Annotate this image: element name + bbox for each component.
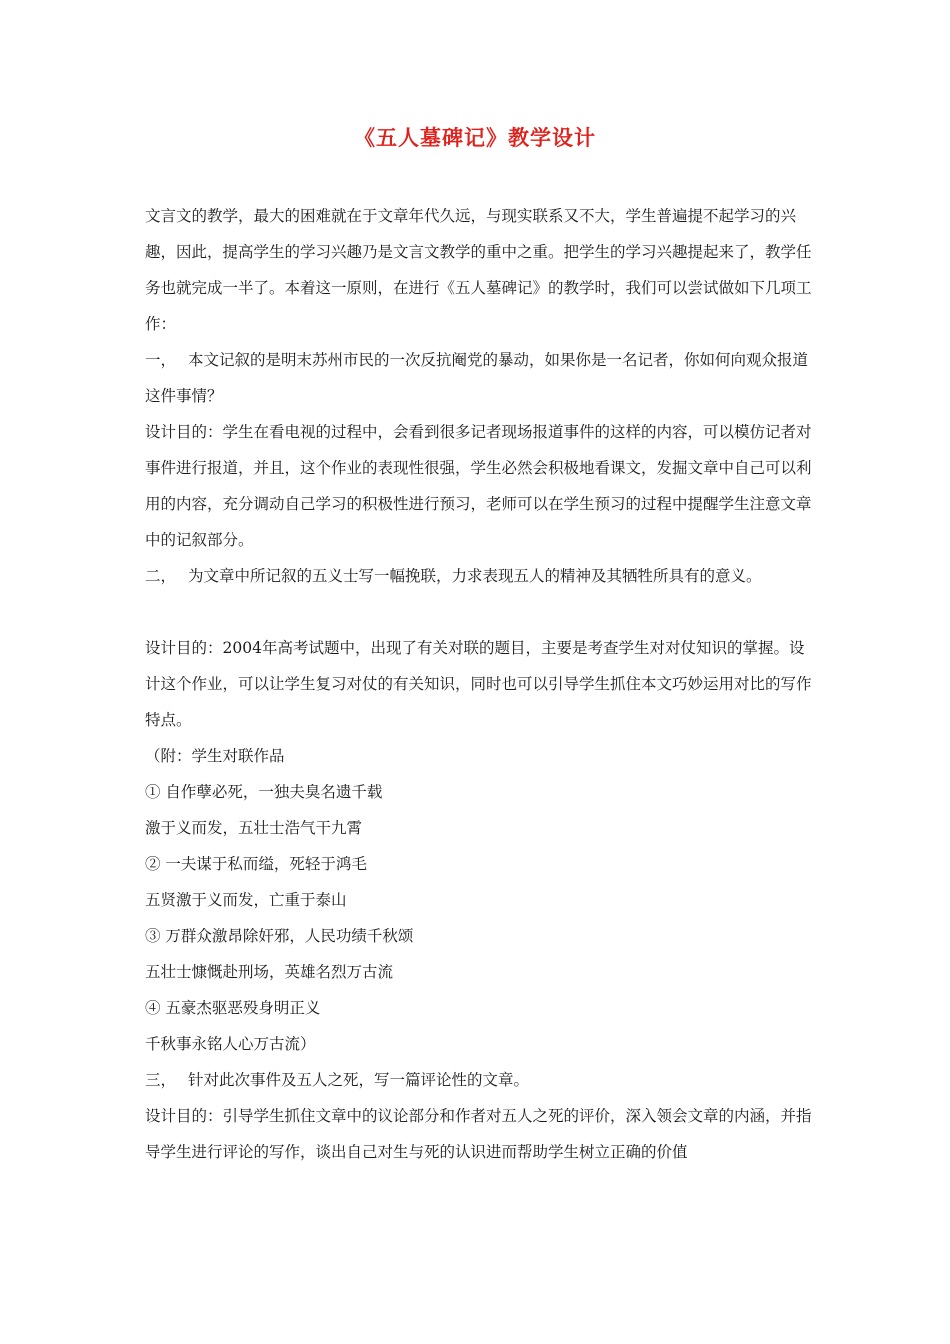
item-1-text: 本文记叙的是明末苏州市民的一次反抗阉党的暴动，如果你是一名记者，你如何向观众报道这件事情？ bbox=[145, 351, 809, 405]
appendix-line: ② 一夫谋于私而缢，死轻于鸿毛 bbox=[145, 855, 367, 873]
appendix-line: 五贤激于义而发，亡重于泰山 bbox=[145, 891, 347, 909]
item-1-purpose: 设计目的：学生在看电视的过程中，会看到很多记者现场报道事件的这样的内容，可以模仿记者对事件进行报道，并且，这个作业的表现性很强，学生必然会积极地看课文，发掘文章中自己可以利用的内容，充分调动自己学习的积极性进行预习，老师可以在学生预习的过程中提醒学生注意文章中的记叙部分。 bbox=[145, 423, 812, 549]
item-3-number: 三， bbox=[145, 1071, 177, 1089]
document-title: 《五人墓碑记》教学设计 bbox=[354, 125, 596, 150]
item-3 bbox=[145, 1062, 817, 1098]
appendix-line: （附：学生对联作品 bbox=[145, 747, 285, 765]
item-1-number: 一， bbox=[145, 351, 177, 369]
item-3-purpose: 设计目的：引导学生抓住文章中的议论部分和作者对五人之死的评价，深入领会文章的内涵，并指导学生进行评论的写作，谈出自己对生与死的认识进而帮助学生树立正确的价值 bbox=[145, 1107, 812, 1161]
item-2-text: 为文章中所记叙的五义士写一幅挽联，力求表现五人的精神及其牺牲所具有的意义。 bbox=[188, 567, 762, 585]
item-2 bbox=[145, 558, 817, 594]
appendix-line: ④ 五豪杰驱恶殁身明正义 bbox=[145, 999, 321, 1017]
appendix-line: ③ 万群众激昂除奸邪，人民功绩千秋颂 bbox=[145, 927, 414, 945]
item-2-number: 二， bbox=[145, 567, 177, 585]
appendix-line: ① 自作孽必死，一独夫臭名遗千载 bbox=[145, 783, 383, 801]
item-3-text: 针对此次事件及五人之死，写一篇评论性的文章。 bbox=[188, 1071, 530, 1089]
intro-paragraph: 文言文的教学，最大的困难就在于文章年代久远，与现实联系又不大，学生普遍提不起学习的兴趣，因此，提高学生的学习兴趣乃是文言文教学的重中之重。把学生的学习兴趣提起来了，教学任务也就完成一半了。本着这一原则，在进行《五人墓碑记》的教学时，我们可以尝试做如下几项工作： bbox=[145, 207, 812, 333]
item-2-purpose: 设计目的：2004年高考试题中，出现了有关对联的题目，主要是考查学生对对仗知识的掌握。设计这个作业，可以让学生复习对仗的有关知识，同时也可以引导学生抓住本文巧妙运用对比的写作特点。 bbox=[145, 639, 812, 729]
appendix-line: 激于义而发，五壮士浩气干九霄 bbox=[145, 819, 363, 837]
appendix-line: 五壮士慷慨赴刑场，英雄名烈万古流 bbox=[145, 963, 394, 981]
appendix-line: 千秋事永铭人心万古流） bbox=[145, 1035, 316, 1053]
item-1 bbox=[145, 342, 817, 414]
document-body bbox=[145, 198, 817, 1170]
